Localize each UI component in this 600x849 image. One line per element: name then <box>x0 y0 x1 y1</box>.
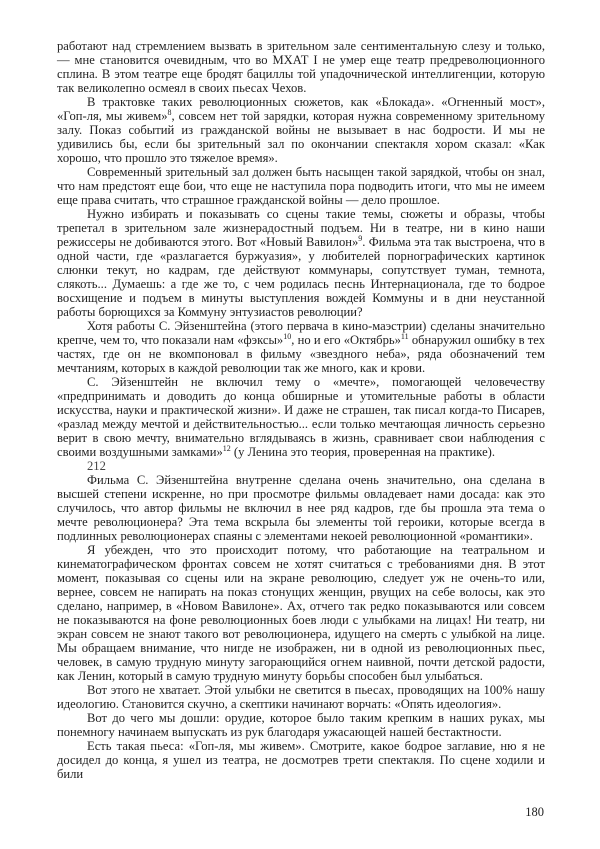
paragraph-text: Нужно избирать и показывать со сцены такие темы, сюжеты и образы, чтобы трепетал в зрительном зале жизнерадостный подъем. Ни в театре, ни в кино наши режиссеры не добиваются этого. Вот «Новый Вавилон» <box>57 207 545 249</box>
paragraph-text: Я убежден, что это происходит потому, что работающие на театральном и кинематографическом фронтах совсем не хотят считаться с требованиями дня. В этот момент, показывая со сцены или на экране революцию, следует уж не очень-то или, вернее, совсем не напирать на показ стонущих женщин, рвущих на себе волосы, как это сделано, например, в «Новом Вавилоне». Ах, отчего так редко показываются или совсем не показываются на фоне революционных боев люди с улыбками на лицах! Ни театр, ни экран совсем не знают такого вот революционера, идущего на смерть с улыбкой на лице. Мы обращаем внимание, что нигде не изображен, ни в одной из революционных пьес, человек, в самую трудную минуту загорающийся огнем наивной, почти детской радости, как Ленин, который в самую трудную минуту борьбы способен был улыбаться. <box>57 543 545 683</box>
footnote-ref: 9 <box>358 233 363 243</box>
paragraph <box>57 319 545 375</box>
paragraph-text: работают над стремлением вызвать в зрительном зале сентиментальную слезу и только, — мне становится очевидным, что во МХАТ I не умер еще театр предреволюционного сплина. В этом театре еще бродят бациллы той упадочнической интеллигенции, которую так великолепно осмеял в своих пьесах Чехов. <box>57 39 545 95</box>
paragraph-text: Хотя работы С. Эйзенштейна (этого первача в кино-маэстрии) сделаны значительно крепче, чем то, что показали нам «фэксы» <box>57 319 545 347</box>
paragraph-text: (у Ленина это теория, проверенная на практике). <box>230 445 496 459</box>
paragraph <box>57 739 545 781</box>
paragraph <box>57 711 545 739</box>
page-number: 180 <box>525 805 544 819</box>
paragraph <box>57 473 545 543</box>
paragraph-text: С. Эйзенштейн не включил тему о «мечте», помогающей человечеству «предпринимать и доводить до конца обширные и утомительные работы в области искусства, науки и практической жизни». И даже не страшен, так писал когда-то Писарев, «разлад между мечтой и действительностью... если только мечтающая личность серьезно верит в свою мечту, внимательно вглядываясь в жизнь, сравнивает свои наблюдения с своими воздушными замками» <box>57 375 545 459</box>
paragraph <box>57 165 545 207</box>
footnote-ref: 11 <box>400 331 409 341</box>
paragraph-text: Современный зрительный зал должен быть насыщен такой зарядкой, чтобы он знал, что нам предстоят еще бои, что еще не наступила пора подводить итоги, что мы не имеем еще права считать, что страшное гражданской войны — дело прошлое. <box>57 165 545 207</box>
paragraph-text: Вот этого не хватает. Этой улыбки не светится в пьесах, проводящих на 100% нашу идеологию. Становится скучно, а скептики начинают ворчать: «Опять идеология». <box>57 683 545 711</box>
paragraph-text: обнаружил ошибку в тех частях, где он не вкомпоновал в фильму «звездного неба», ряда обозначений тем мечтаниям, которых в каждой революции так же много, как и крови. <box>57 333 545 375</box>
paragraph-text: Фильма С. Эйзенштейна внутренне сделана очень значительно, она сделана в высшей степени искренне, но при просмотре фильмы овладевает нами досада: как это случилось, что автор фильмы не включил в нее ряд кадров, где бы прошла эта тема о мечте революционера? Эта тема вскрыла бы элементы той героики, которые всегда в подлинных революционерах спаяны с элементами некоей революционной «романтики». <box>57 473 545 543</box>
paragraph-text: Есть такая пьеса: «Гоп-ля, мы живем». Смотрите, какое бодрое заглавие, ню я не досидел до конца, я ушел из театра, не досмотрев трети спектакля. По сцене ходили и били <box>57 739 545 781</box>
inline-page-number: 212 <box>87 459 106 473</box>
paragraph-text: . Фильма эта так выстроена, что в одной части, где «разлагается буржуазия», у любителей порнографических картинок слюнки текут, но кадрам, где действуют коммунары, сопутствует туман, темнота, слякоть... Думаешь: а где же то, с чем родилась песнь Интернационала, где то бодрое восхищение и подъем в минуты выступления вождей Коммуны и в дни неустанной работы борющихся за Коммуну энтузиастов революции? <box>57 235 545 319</box>
paragraph <box>57 95 545 165</box>
paragraph-text: , но и его «Октябрь» <box>291 333 401 347</box>
footnote-ref: 8 <box>167 107 172 117</box>
paragraph <box>57 39 545 95</box>
footnote-ref: 12 <box>222 443 231 453</box>
paragraph <box>57 375 545 459</box>
paragraph <box>57 683 545 711</box>
paragraph-text: Вот до чего мы дошли: орудие, которое было таким крепким в наших руках, мы понемногу начинаем выпускать из рук благодаря ужасающей нашей бестактности. <box>57 711 545 739</box>
footnote-ref: 10 <box>283 331 292 341</box>
paragraph <box>57 207 545 319</box>
paragraph-text: В трактовке таких революционных сюжетов, как «Блокада». «Огненный мост», «Гоп-ля, мы живем» <box>57 95 545 123</box>
document-body <box>57 39 545 781</box>
paragraph <box>57 543 545 683</box>
paragraph-text: , совсем нет той зарядки, которая нужна современному зрительному залу. Показ событий из гражданской войны не вызывает в нас бодрости. И мы не удивились бы, если бы зрительный зал по окончании спектакля хором сказал: «Как хорошо, что прошло это тяжелое время». <box>57 109 546 165</box>
